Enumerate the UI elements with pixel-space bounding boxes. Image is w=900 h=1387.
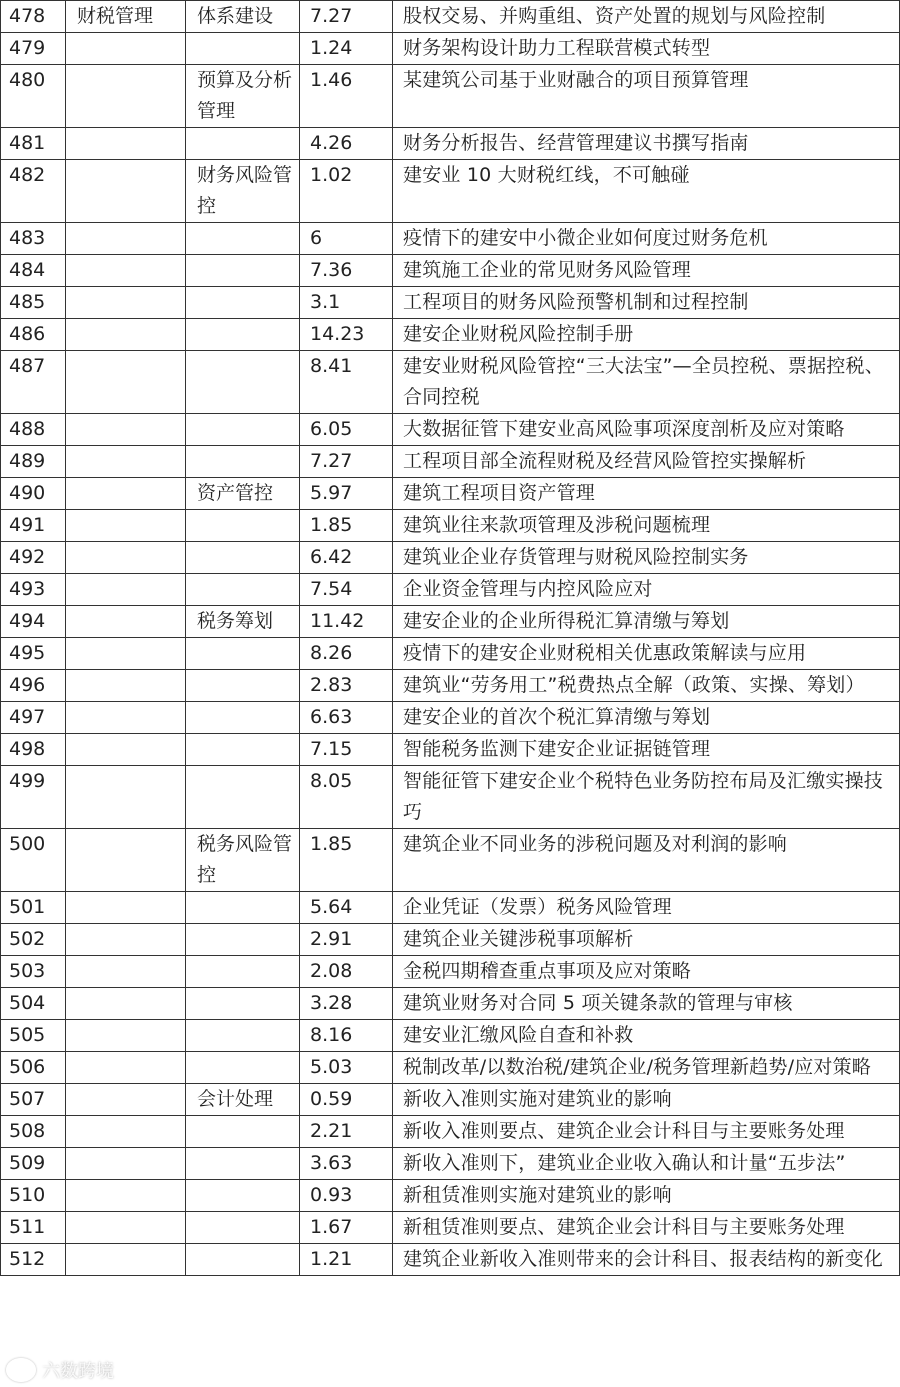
value-cell: 1.67 [300,1212,393,1244]
value-cell: 7.27 [300,446,393,478]
row-number-cell: 510 [1,1180,66,1212]
value-cell: 2.08 [300,956,393,988]
value-cell: 8.41 [300,351,393,414]
row-number-cell: 511 [1,1212,66,1244]
value-cell: 8.16 [300,1020,393,1052]
row-number-cell: 484 [1,255,66,287]
value-cell: 8.26 [300,638,393,670]
row-number-cell: 500 [1,829,66,892]
row-number-cell: 487 [1,351,66,414]
row-number-cell: 492 [1,542,66,574]
category-cell [66,702,186,734]
table-row [1,542,900,574]
category-cell [66,734,186,766]
category-cell [66,829,186,892]
table-row [1,510,900,542]
table-row [1,638,900,670]
category-cell [66,1244,186,1276]
row-number-cell: 503 [1,956,66,988]
subcategory-cell [186,734,300,766]
value-cell: 1.46 [300,65,393,128]
category-cell [66,542,186,574]
value-cell: 5.03 [300,1052,393,1084]
value-cell: 6 [300,223,393,255]
table-row [1,956,900,988]
row-number-cell: 479 [1,33,66,65]
value-cell: 0.59 [300,1084,393,1116]
subcategory-cell: 税务筹划 [186,606,300,638]
subcategory-cell [186,702,300,734]
row-number-cell: 509 [1,1148,66,1180]
subcategory-cell [186,33,300,65]
category-cell [66,1148,186,1180]
category-cell [66,128,186,160]
value-cell: 8.05 [300,766,393,829]
subcategory-cell [186,988,300,1020]
table-row [1,1020,900,1052]
table-row [1,1148,900,1180]
table-row [1,1052,900,1084]
subcategory-cell [186,1180,300,1212]
title-cell: 工程项目部全流程财税及经营风险管控实操解析 [393,446,900,478]
table-row [1,1084,900,1116]
title-cell: 智能征管下建安企业个税特色业务防控布局及汇缴实操技巧 [393,766,900,829]
title-cell: 税制改革/以数治税/建筑企业/税务管理新趋势/应对策略 [393,1052,900,1084]
title-cell: 建筑企业不同业务的涉税问题及对利润的影响 [393,829,900,892]
subcategory-cell: 体系建设 [186,1,300,33]
category-cell [66,255,186,287]
row-number-cell: 505 [1,1020,66,1052]
table-row [1,892,900,924]
subcategory-cell [186,446,300,478]
category-cell [66,510,186,542]
table-row [1,766,900,829]
row-number-cell: 502 [1,924,66,956]
table-row [1,702,900,734]
title-cell: 企业凭证（发票）税务风险管理 [393,892,900,924]
category-cell [66,1052,186,1084]
title-cell: 新租赁准则实施对建筑业的影响 [393,1180,900,1212]
category-cell [66,65,186,128]
value-cell: 14.23 [300,319,393,351]
category-cell [66,956,186,988]
table-row [1,734,900,766]
title-cell: 建筑施工企业的常见财务风险管理 [393,255,900,287]
category-cell [66,319,186,351]
category-cell [66,478,186,510]
table-row [1,1,900,33]
title-cell: 财务架构设计助力工程联营模式转型 [393,33,900,65]
subcategory-cell [186,638,300,670]
category-cell [66,414,186,446]
subcategory-cell [186,1052,300,1084]
table-row [1,606,900,638]
subcategory-cell [186,255,300,287]
table-row [1,33,900,65]
watermark-text: 六数跨境 [42,1361,114,1382]
category-cell [66,766,186,829]
subcategory-cell [186,924,300,956]
category-cell: 财税管理 [66,1,186,33]
title-cell: 金税四期稽查重点事项及应对策略 [393,956,900,988]
value-cell: 1.85 [300,829,393,892]
table-row [1,988,900,1020]
category-cell [66,1116,186,1148]
subcategory-cell [186,1148,300,1180]
value-cell: 3.1 [300,287,393,319]
title-cell: 疫情下的建安企业财税相关优惠政策解读与应用 [393,638,900,670]
table-row [1,924,900,956]
row-number-cell: 493 [1,574,66,606]
value-cell: 2.21 [300,1116,393,1148]
row-number-cell: 512 [1,1244,66,1276]
row-number-cell: 491 [1,510,66,542]
title-cell: 建筑业财务对合同 5 项关键条款的管理与审核 [393,988,900,1020]
title-cell: 股权交易、并购重组、资产处置的规划与风险控制 [393,1,900,33]
title-cell: 建筑业往来款项管理及涉税问题梳理 [393,510,900,542]
subcategory-cell: 资产管控 [186,478,300,510]
category-cell [66,223,186,255]
table-row [1,255,900,287]
table-row [1,1180,900,1212]
value-cell: 6.42 [300,542,393,574]
subcategory-cell [186,1244,300,1276]
title-cell: 疫情下的建安中小微企业如何度过财务危机 [393,223,900,255]
row-number-cell: 494 [1,606,66,638]
category-cell [66,1212,186,1244]
title-cell: 建安业 10 大财税红线，不可触碰 [393,160,900,223]
value-cell: 7.15 [300,734,393,766]
subcategory-cell [186,670,300,702]
row-number-cell: 486 [1,319,66,351]
title-cell: 新收入准则要点、建筑企业会计科目与主要账务处理 [393,1116,900,1148]
title-cell: 智能税务监测下建安企业证据链管理 [393,734,900,766]
value-cell: 2.83 [300,670,393,702]
subcategory-cell [186,510,300,542]
subcategory-cell [186,287,300,319]
table-row [1,1212,900,1244]
title-cell: 企业资金管理与内控风险应对 [393,574,900,606]
title-cell: 建安业汇缴风险自查和补救 [393,1020,900,1052]
value-cell: 1.85 [300,510,393,542]
table-row [1,160,900,223]
logo-icon [6,1358,36,1382]
value-cell: 6.63 [300,702,393,734]
title-cell: 新收入准则实施对建筑业的影响 [393,1084,900,1116]
title-cell: 某建筑公司基于业财融合的项目预算管理 [393,65,900,128]
table-row [1,319,900,351]
subcategory-cell [186,766,300,829]
table-row [1,1116,900,1148]
title-cell: 建安企业财税风险控制手册 [393,319,900,351]
title-cell: 新收入准则下，建筑业企业收入确认和计量“五步法” [393,1148,900,1180]
row-number-cell: 507 [1,1084,66,1116]
row-number-cell: 482 [1,160,66,223]
value-cell: 3.28 [300,988,393,1020]
value-cell: 5.64 [300,892,393,924]
subcategory-cell [186,128,300,160]
title-cell: 大数据征管下建安业高风险事项深度剖析及应对策略 [393,414,900,446]
title-cell: 建安业财税风险管控“三大法宝”—全员控税、票据控税、合同控税 [393,351,900,414]
row-number-cell: 506 [1,1052,66,1084]
category-cell [66,606,186,638]
value-cell: 1.24 [300,33,393,65]
subcategory-cell: 会计处理 [186,1084,300,1116]
title-cell: 财务分析报告、经营管理建议书撰写指南 [393,128,900,160]
table-row [1,574,900,606]
title-cell: 建筑业企业存货管理与财税风险控制实务 [393,542,900,574]
row-number-cell: 496 [1,670,66,702]
category-cell [66,160,186,223]
row-number-cell: 498 [1,734,66,766]
value-cell: 7.36 [300,255,393,287]
row-number-cell: 501 [1,892,66,924]
title-cell: 新租赁准则要点、建筑企业会计科目与主要账务处理 [393,1212,900,1244]
subcategory-cell: 预算及分析管理 [186,65,300,128]
row-number-cell: 480 [1,65,66,128]
category-cell [66,33,186,65]
category-cell [66,574,186,606]
category-cell [66,1180,186,1212]
row-number-cell: 508 [1,1116,66,1148]
subcategory-cell [186,319,300,351]
value-cell: 2.91 [300,924,393,956]
row-number-cell: 495 [1,638,66,670]
row-number-cell: 504 [1,988,66,1020]
category-cell [66,1020,186,1052]
title-cell: 建筑工程项目资产管理 [393,478,900,510]
subcategory-cell [186,351,300,414]
value-cell: 5.97 [300,478,393,510]
value-cell: 6.05 [300,414,393,446]
category-cell [66,924,186,956]
table-row [1,351,900,414]
subcategory-cell [186,1116,300,1148]
row-number-cell: 489 [1,446,66,478]
value-cell: 3.63 [300,1148,393,1180]
subcategory-cell [186,892,300,924]
value-cell: 0.93 [300,1180,393,1212]
table-row [1,829,900,892]
row-number-cell: 488 [1,414,66,446]
category-cell [66,287,186,319]
category-cell [66,446,186,478]
subcategory-cell [186,1212,300,1244]
value-cell: 1.02 [300,160,393,223]
subcategory-cell [186,1020,300,1052]
subcategory-cell: 税务风险管控 [186,829,300,892]
table-row [1,414,900,446]
title-cell: 工程项目的财务风险预警机制和过程控制 [393,287,900,319]
table-row [1,446,900,478]
value-cell: 1.21 [300,1244,393,1276]
table-row [1,128,900,160]
table-body [1,1,900,1276]
table-row [1,287,900,319]
subcategory-cell [186,223,300,255]
value-cell: 7.54 [300,574,393,606]
table-row [1,223,900,255]
title-cell: 建筑业“劳务用工”税费热点全解（政策、实操、筹划） [393,670,900,702]
title-cell: 建安企业的首次个税汇算清缴与筹划 [393,702,900,734]
row-number-cell: 483 [1,223,66,255]
row-number-cell: 485 [1,287,66,319]
subcategory-cell [186,414,300,446]
table-row [1,65,900,128]
subcategory-cell: 财务风险管控 [186,160,300,223]
value-cell: 7.27 [300,1,393,33]
table-row [1,670,900,702]
row-number-cell: 490 [1,478,66,510]
title-cell: 建筑企业关键涉税事项解析 [393,924,900,956]
category-cell [66,351,186,414]
value-cell: 4.26 [300,128,393,160]
subcategory-cell [186,574,300,606]
title-cell: 建安企业的企业所得税汇算清缴与筹划 [393,606,900,638]
category-cell [66,638,186,670]
watermark [6,1357,114,1383]
category-cell [66,1084,186,1116]
subcategory-cell [186,542,300,574]
title-cell: 建筑企业新收入准则带来的会计科目、报表结构的新变化 [393,1244,900,1276]
category-cell [66,988,186,1020]
subcategory-cell [186,956,300,988]
row-number-cell: 481 [1,128,66,160]
row-number-cell: 497 [1,702,66,734]
category-cell [66,670,186,702]
row-number-cell: 478 [1,1,66,33]
value-cell: 11.42 [300,606,393,638]
table-row [1,1244,900,1276]
row-number-cell: 499 [1,766,66,829]
table-row [1,478,900,510]
category-cell [66,892,186,924]
